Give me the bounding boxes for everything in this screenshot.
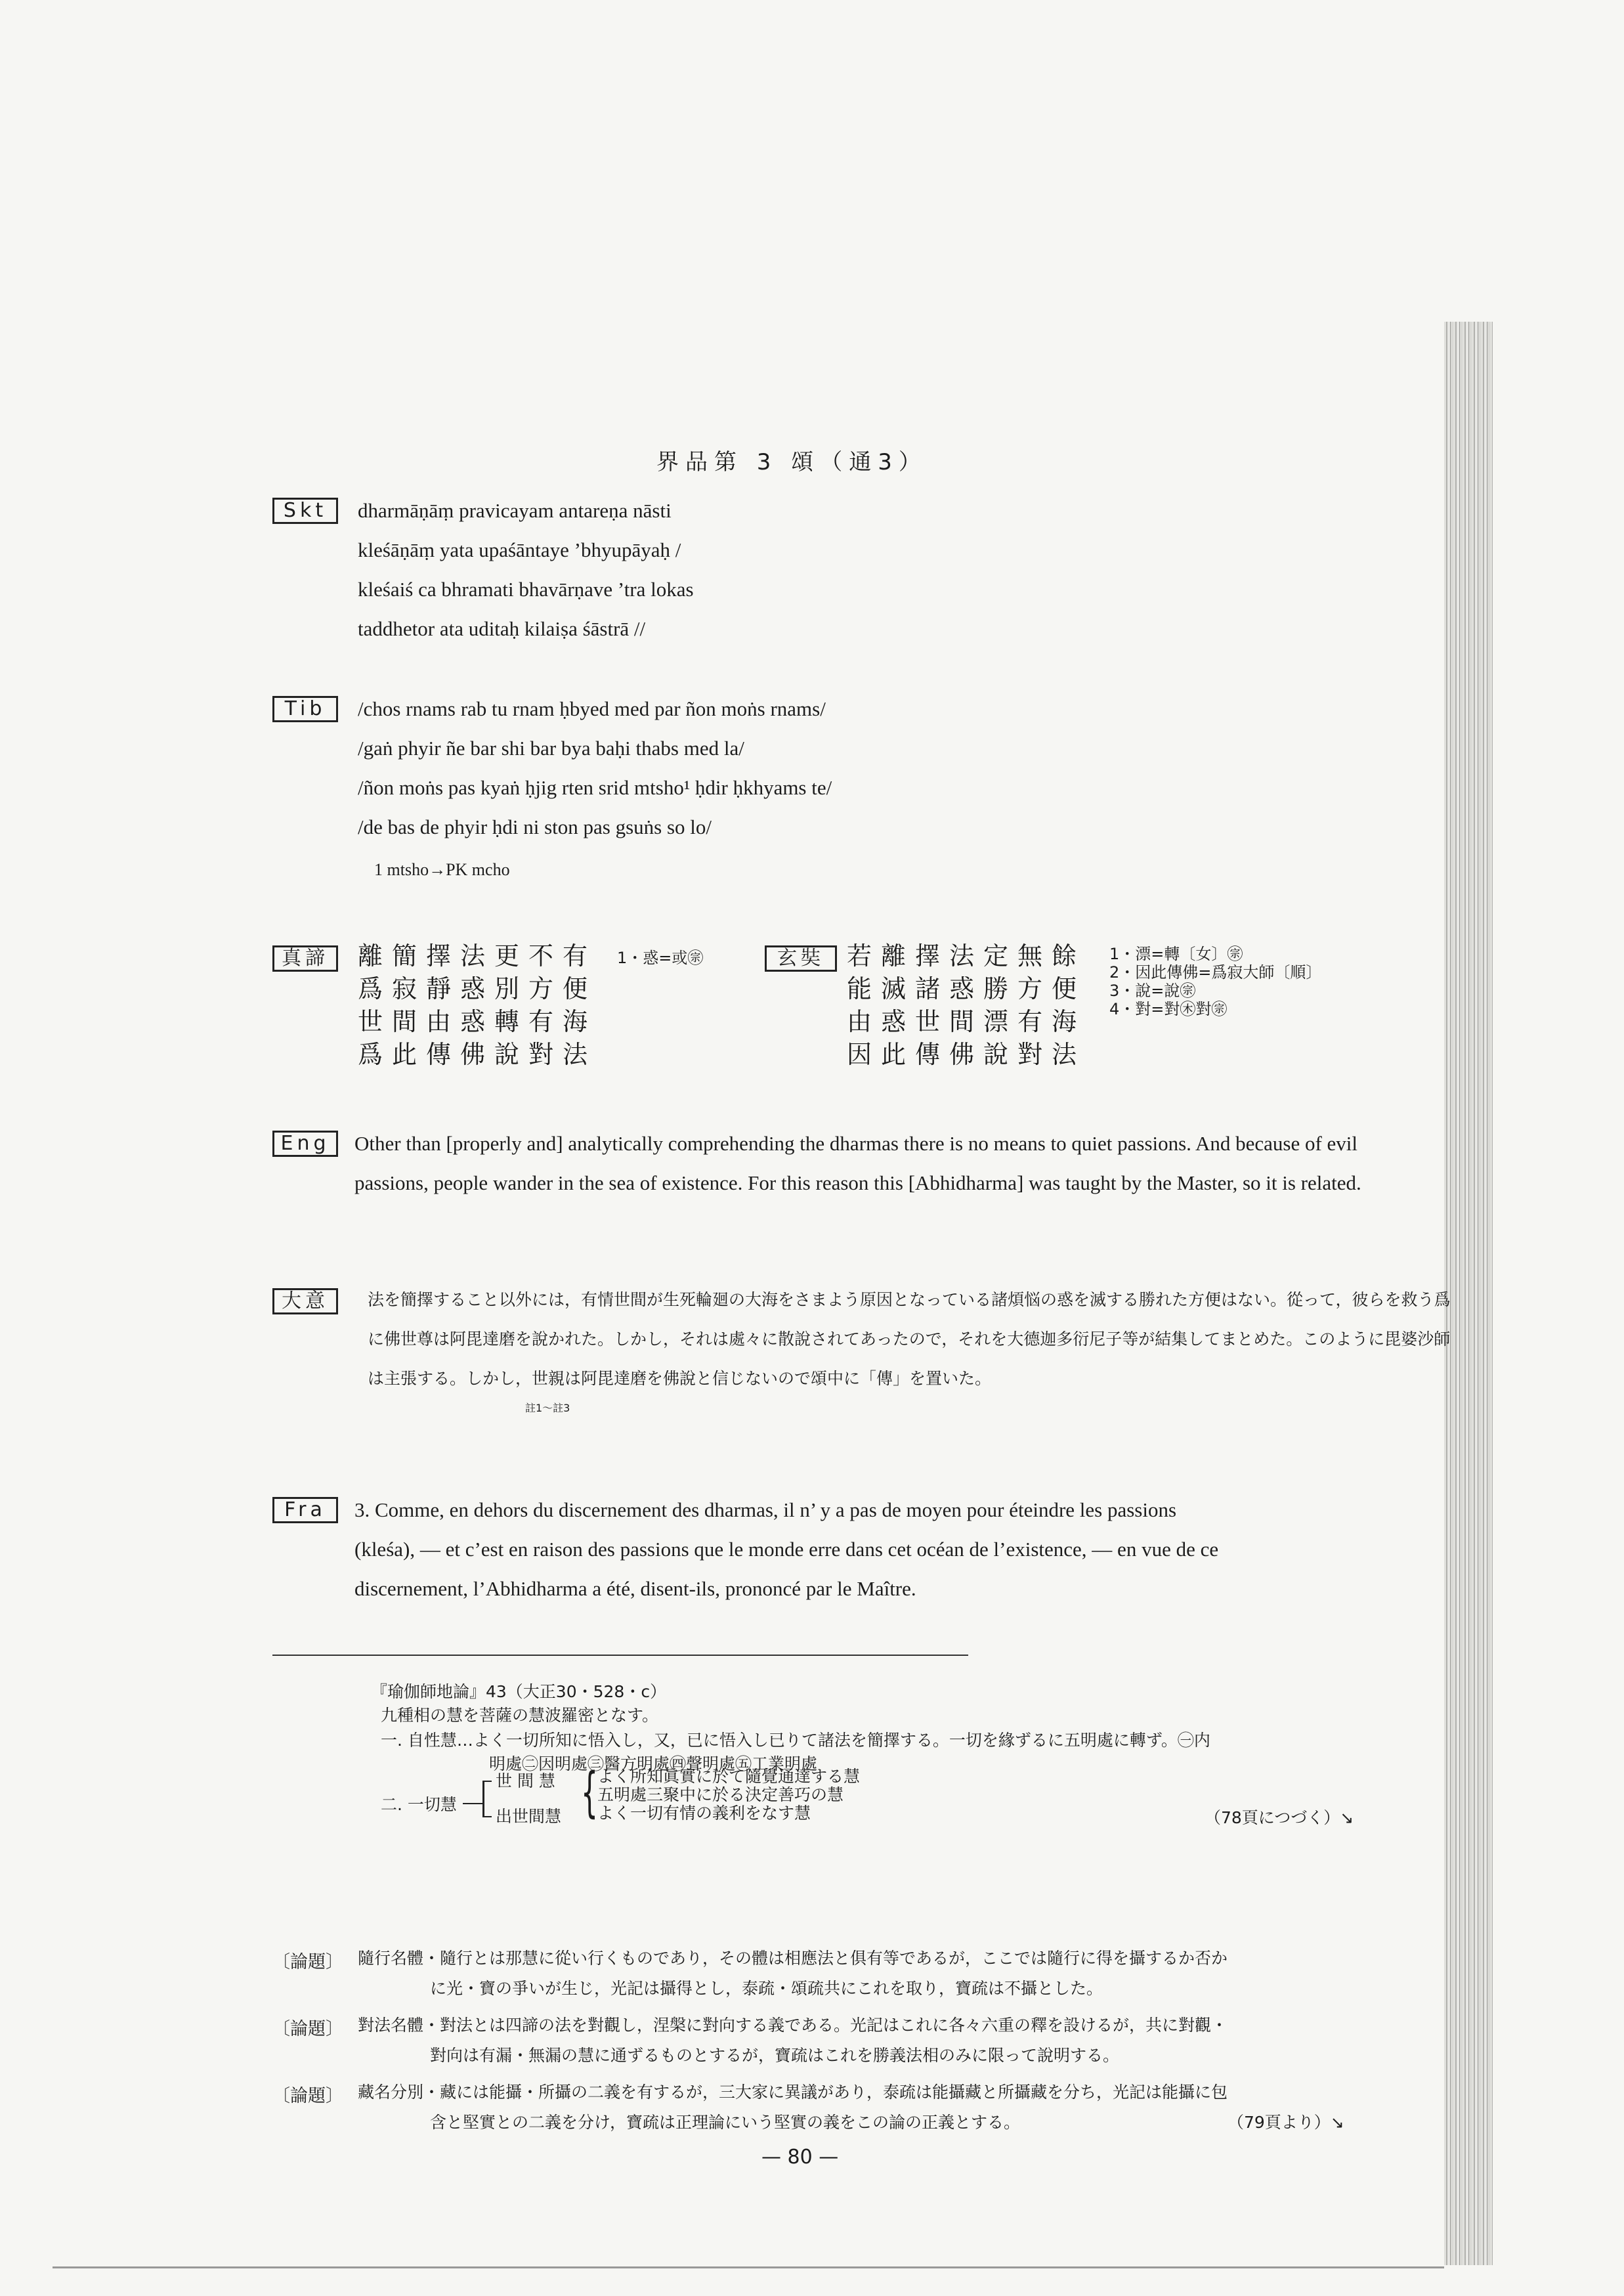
discussion-tag: 〔論題〕 — [272, 2019, 343, 2039]
scan-bottom-rule — [53, 2266, 1444, 2268]
label-genjo: 玄奘 — [765, 945, 837, 972]
fra-line: discernement, l’Abhidharma a été, disent-ils, prononcé par le Maître. — [354, 1577, 916, 1600]
footnote-intro: 九種相の慧を菩薩の慧波羅密となす。 — [381, 1706, 659, 1725]
discussion-line: 含と堅實との二義を分け，寶疏は正理論にいう堅實の義をこの論の正義とする。 — [430, 2113, 1021, 2132]
footnote-divider — [272, 1655, 968, 1656]
label-shintai: 真諦 — [272, 945, 338, 972]
discussion-tag: 〔論題〕 — [272, 1952, 343, 1972]
fra-line: 3. Comme, en dehors du discernement des dharmas, il n’ y a pas de moyen pour éteindre les passions — [354, 1498, 1177, 1521]
shintai-line: 爲此傳佛說對法 — [358, 1040, 597, 1069]
skt-line: kleśaiś ca bhramati bhavārṇave ’tra lokas — [358, 578, 694, 601]
skt-line: kleśāṇāṃ yata upaśāntaye ’bhyupāyaḥ / — [358, 538, 681, 561]
shintai-line: 離簡擇法更不有 — [358, 942, 597, 970]
footnote-item1b: 明處㊁因明處㊂醫方明處㊃聲明處㊄工業明處 — [489, 1754, 818, 1773]
genjo-line: 能滅諸惑勝方便 — [847, 974, 1086, 1003]
genjo-note: 3・說=說㊪ — [1109, 982, 1196, 1000]
skt-line: taddhetor ata uditaḥ kilaiṣa śāstrā // — [358, 617, 646, 640]
english-translation: Other than [properly and] analytically comprehending the dharmas there is no means to quiet passions. And because of evil passions, people wander in the sea of existence. For this reason this [Abhidharma] was taught by the Master, so it is related. — [354, 1132, 1361, 1194]
genjo-note: 1・漂=轉〔女〕㊪ — [1109, 945, 1243, 963]
tib-line: /chos rnams rab tu rnam ḥbyed med par ñon moṅs rnams/ — [358, 697, 826, 720]
footnote-desc: よく所知眞實に於て隨覺通達する慧 — [597, 1767, 861, 1786]
footnote-item2-head: 二. 一切慧 — [381, 1795, 457, 1814]
discussion-line: に光・寶の爭いが生じ，光記は攝得とし，泰疏・頌疏共にこれを取り，寶疏は不攝とした。 — [430, 1979, 1103, 1998]
footnote-desc: よく一切有情の義利をなす慧 — [597, 1804, 811, 1823]
genjo-line: 因此傳佛說對法 — [847, 1040, 1086, 1069]
tib-line: /gaṅ phyir ñe bar shi bar bya baḥi thabs med la/ — [358, 737, 744, 760]
discussion-line: 藏名分別・藏には能攝・所攝の二義を有するが，三大家に異議があり，泰疏は能攝藏と所攝藏を分ち，光記は能攝に包 — [358, 2083, 1228, 2102]
continued-note: （78頁につづく）↘ — [1205, 1808, 1354, 1827]
footnote-item1: 一. 自性慧…よく一切所知に悟入し，又，已に悟入し已りて諸法を簡擇する。一切を緣ずるに五明處に轉ず。㊀内 — [381, 1731, 1210, 1750]
genjo-note: 2・因此傳佛=爲寂大師〔順〕 — [1109, 963, 1322, 982]
tree-bracket — [482, 1781, 484, 1817]
footnote-desc: 五明處三聚中に於る決定善巧の慧 — [597, 1785, 844, 1804]
taii-ruby: 註1～註3 — [525, 1402, 570, 1414]
from-page-note: （79頁より）↘ — [1228, 2113, 1344, 2132]
genjo-line: 由惑世間漂有海 — [847, 1007, 1086, 1036]
tib-line: /de bas de phyir ḥdi ni ston pas gsuṅs so lo/ — [358, 815, 712, 838]
footnote-ref: 『瑜伽師地論』43（大正30・528・c） — [371, 1682, 667, 1701]
label-eng: Eng — [272, 1131, 338, 1157]
shintai-line: 爲寂靜惑別方便 — [358, 974, 597, 1003]
label-tib: Tib — [272, 696, 338, 722]
japanese-summary: 法を簡擇すること以外には，有情世間が生死輪廻の大海をさまよう原因となっている諸煩悩の惑を滅する勝れた方便はない。從って，彼らを救う爲に佛世尊は阿毘達磨を說かれた。しかし，それは處々に散說されてあったので，それを大德迦多衍尼子等が結集してまとめた。このように毘婆沙師は主張する。しかし，世親は阿毘達磨を佛說と信じないので頌中に「傳」を置いた。 — [368, 1290, 1451, 1388]
shintai-line: 世間由惑轉有海 — [358, 1007, 597, 1036]
discussion-line: 隨行名體・隨行とは那慧に從い行くものであり，その體は相應法と俱有等であるが，ここでは隨行に得を攝するか否か — [358, 1949, 1228, 1968]
skt-line: dharmāṇāṃ pravicayam antareṇa nāsti — [358, 499, 672, 522]
label-fra: Fra — [272, 1497, 338, 1523]
label-skt: Skt — [272, 498, 338, 524]
shintai-note: 1・惑=或㊪ — [617, 949, 704, 967]
footnote-branch-worldly: 世 間 慧 — [496, 1771, 555, 1790]
tree-branch — [482, 1816, 492, 1817]
label-taii: 大意 — [272, 1288, 338, 1314]
tree-stem — [463, 1803, 482, 1804]
page-number: — 80 — — [761, 2146, 839, 2169]
page-title: 界品第 3 頌（通3） — [656, 449, 928, 475]
brace-glyph: { — [581, 1762, 599, 1824]
tib-line: /ñon moṅs pas kyaṅ ḥjig rten srid mtsho¹ ḥdir ḥkhyams te/ — [358, 776, 832, 799]
discussion-tag: 〔論題〕 — [272, 2086, 343, 2106]
tree-branch — [482, 1781, 492, 1782]
discussion-line: 對向は有漏・無漏の慧に通ずるものとするが，寶疏はこれを勝義法相のみに限って說明する。 — [430, 2046, 1120, 2065]
genjo-note: 4・對=對㊍對㊪ — [1109, 1000, 1228, 1018]
fra-line: (kleśa), — et c’est en raison des passions que le monde erre dans cet océan de l’existence, — en vue de ce — [354, 1538, 1219, 1561]
tib-footnote: 1 mtsho→PK mcho — [374, 860, 510, 879]
genjo-line: 若離擇法定無餘 — [847, 942, 1086, 970]
footnote-branch-supramundane: 出世間慧 — [496, 1807, 562, 1826]
discussion-line: 對法名體・對法とは四諦の法を對觀し，涅槃に對向する義である。光記はこれに各々六重の釋を設けるが，共に對觀・ — [358, 2016, 1228, 2035]
